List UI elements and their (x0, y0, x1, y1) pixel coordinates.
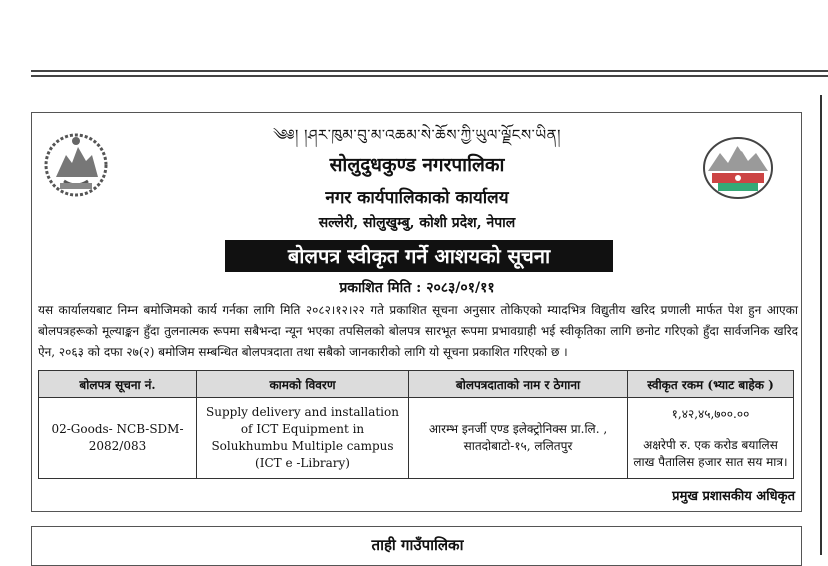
award-table (38, 370, 794, 479)
office-name: नगर कार्यपालिकाको कार्यालय (325, 188, 509, 208)
header-amount: स्वीकृत रकम (भ्याट बाहेक ) (628, 371, 794, 398)
office-address: सल्लेरी, सोलुखुम्बु, कोशी प्रदेश, नेपाल (318, 215, 516, 231)
top-rule-double (31, 75, 828, 77)
notice-body: यस कार्यालयबाट निम्न बमोजिमको कार्य गर्नका लागि मिति २०८२।१२।२२ गते प्रकाशित सूचना अनुसार तोकिएको म्यादभित्र विद्युतीय खरिद प्रणाली मार्फत पेश हुन आएका बोलपत्रहरूको मूल्याङ्कन हुँदा तुलनात्मक रूपमा सबैभन्दा न्यून भएका तपसिलको बोलपत्र सारभूत रूपमा प्रभावग्राही भई स्वीकृतिका लागि छनोट गरिएको हुँदा सार्वजनिक खरिद ऐन, २०६३ को दफा २७(२) बमोजिम सम्बन्धित बोलपत्रदाता तथा सबैको जानकारीको लागि यो सूचना प्रकाशित गरिएको छ । (38, 303, 798, 359)
signatory: प्रमुख प्रशासकीय अधिकृत (672, 489, 795, 504)
next-notice (31, 526, 802, 566)
header-notice-no: बोलपत्र सूचना नं. (39, 371, 197, 398)
top-rule (31, 70, 828, 72)
cell-amount (628, 398, 794, 479)
published-date: प्रकाशित मिति : २०८३/०१/११ (339, 280, 495, 296)
notice-title: बोलपत्र स्वीकृत गर्ने आशयको सूचना (225, 240, 613, 272)
adjacent-column-border (820, 95, 822, 555)
cell-bidder: आरम्भ इनर्जी एण्ड इलेक्ट्रोनिक्स प्रा.लि. , सातदोबाटो-१५, ललितपुर (409, 398, 628, 479)
amount-words: अक्षरेपी रु. एक करोड बयालिस लाख पैतालिस हजार सात सय मात्र। (633, 437, 788, 469)
header-work: कामको विवरण (197, 371, 409, 398)
cell-notice-no: 02-Goods- NCB-SDM-2082/083 (39, 398, 197, 479)
table-row (39, 398, 794, 479)
amount-figure: १,४२,४५,७००.०० (671, 406, 750, 421)
table-header-row (39, 371, 794, 398)
tibetan-motto: ༄༅། །ཤར་ཁུམ་བུ་མ་འཆམ་སེ་ཆོས་ཀྱི་ཡུལ་ལྗོངས་ཡིན། (273, 126, 561, 144)
cell-work: Supply delivery and installation of ICT Equipment in Solukhumbu Multiple campus (ICT e -Library) (197, 398, 409, 479)
municipality-logo-icon (700, 135, 776, 201)
nepal-emblem-icon (42, 129, 110, 201)
next-notice-title: ताही गाउँपालिका (371, 536, 464, 554)
tender-notice (31, 112, 802, 512)
header-bidder: बोलपत्रदाताको नाम र ठेगाना (409, 371, 628, 398)
municipality-name: सोलुदुधकुण्ड नगरपालिका (329, 154, 505, 176)
